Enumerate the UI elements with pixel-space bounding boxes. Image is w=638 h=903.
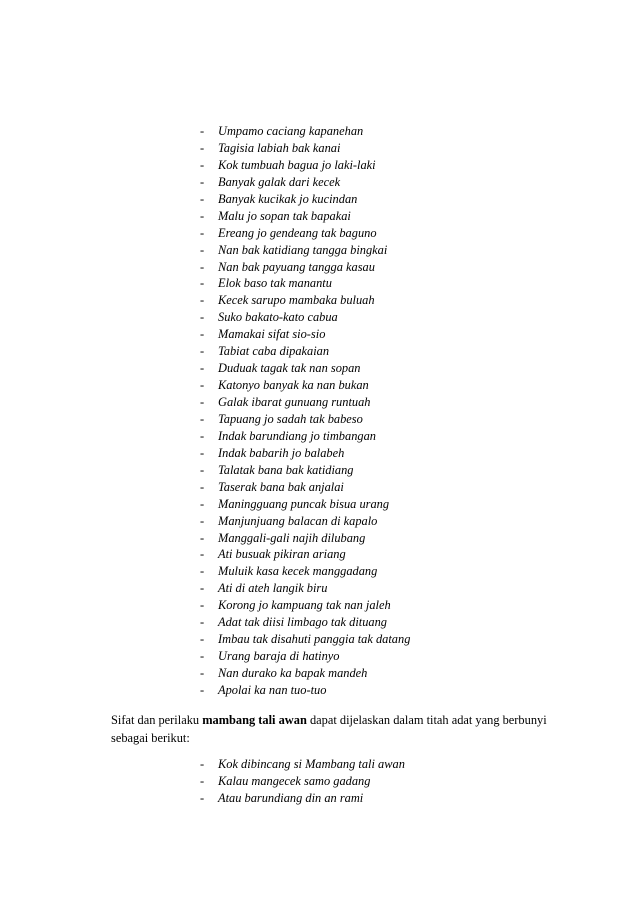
list-dash: - bbox=[200, 632, 205, 647]
verse-text: Kok tumbuah bagua jo laki-laki bbox=[218, 157, 376, 172]
verse-text: Nan bak payuang tangga kasau bbox=[218, 259, 375, 274]
verse-line bbox=[0, 756, 638, 773]
verse-text: Elok baso tak manantu bbox=[218, 276, 332, 291]
verse-text: Atau barundiang din an rami bbox=[218, 790, 364, 805]
verse-text: Nan durako ka bapak mandeh bbox=[218, 666, 368, 680]
verse-list-2 bbox=[0, 756, 638, 807]
verse-line bbox=[0, 682, 638, 699]
verse-line bbox=[0, 546, 638, 563]
verse-line bbox=[0, 326, 638, 343]
verse-text: Nan bak katidiang tangga bingkai bbox=[218, 242, 388, 257]
verse-line bbox=[0, 191, 638, 208]
verse-text: Urang baraja di hatinyo bbox=[218, 649, 340, 664]
list-dash: - bbox=[200, 773, 205, 788]
verse-text: Imbau tak disahuti panggia tak datang bbox=[218, 632, 411, 647]
verse-line bbox=[0, 790, 638, 807]
verse-text: Katonyo banyak ka nan bukan bbox=[218, 378, 369, 393]
list-dash: - bbox=[200, 530, 205, 545]
verse-line bbox=[0, 343, 638, 360]
list-dash: - bbox=[200, 276, 205, 291]
list-dash: - bbox=[200, 479, 205, 494]
list-dash: - bbox=[200, 225, 205, 240]
list-dash: - bbox=[200, 157, 205, 172]
verse-line bbox=[0, 242, 638, 259]
list-dash: - bbox=[200, 293, 205, 308]
list-dash: - bbox=[200, 124, 205, 138]
verse-line bbox=[0, 394, 638, 411]
verse-text: Adat tak diisi limbago tak dituang bbox=[218, 615, 387, 630]
list-dash: - bbox=[200, 598, 205, 613]
list-dash: - bbox=[200, 790, 205, 805]
list-dash: - bbox=[200, 513, 205, 528]
verse-line bbox=[0, 665, 638, 682]
list-dash: - bbox=[200, 496, 205, 511]
verse-text: Ati di ateh langik biru bbox=[218, 581, 328, 596]
verse-line bbox=[0, 445, 638, 462]
verse-list-1 bbox=[0, 123, 638, 699]
verse-line bbox=[0, 360, 638, 377]
verse-line bbox=[0, 513, 638, 530]
list-dash: - bbox=[200, 361, 205, 376]
paragraph-text-start: Sifat dan perilaku bbox=[111, 713, 203, 727]
verse-text: Muluik kasa kecek manggadang bbox=[218, 564, 378, 579]
list-dash: - bbox=[200, 140, 205, 155]
list-dash: - bbox=[200, 378, 205, 393]
verse-line bbox=[0, 614, 638, 631]
verse-line bbox=[0, 275, 638, 292]
list-dash: - bbox=[200, 682, 205, 697]
list-dash: - bbox=[200, 327, 205, 342]
list-dash: - bbox=[200, 242, 205, 257]
verse-text: Manjunjuang balacan di kapalo bbox=[218, 513, 378, 528]
paragraph-text-end: dapat dijelaskan dalam titah adat yang berbunyi sebagai berikut: bbox=[111, 713, 547, 745]
list-dash: - bbox=[200, 191, 205, 206]
list-dash: - bbox=[200, 581, 205, 596]
verse-text: Indak barundiang jo timbangan bbox=[218, 428, 376, 443]
list-dash: - bbox=[200, 615, 205, 630]
explanatory-paragraph bbox=[111, 712, 551, 747]
verse-line bbox=[0, 597, 638, 614]
verse-line bbox=[0, 309, 638, 326]
verse-text: Duduak tagak tak nan sopan bbox=[218, 361, 361, 376]
verse-text: Manggali-gali najih dilubang bbox=[218, 530, 366, 545]
verse-line bbox=[0, 428, 638, 445]
list-dash: - bbox=[200, 411, 205, 426]
verse-line bbox=[0, 174, 638, 191]
list-dash: - bbox=[200, 649, 205, 664]
verse-text: Kecek sarupo mambaka buluah bbox=[218, 293, 375, 308]
verse-text: Umpamo caciang kapanehan bbox=[218, 124, 364, 138]
verse-text: Taserak bana bak anjalai bbox=[218, 479, 344, 494]
verse-line bbox=[0, 479, 638, 496]
verse-line bbox=[0, 462, 638, 479]
verse-line bbox=[0, 140, 638, 157]
verse-line bbox=[0, 496, 638, 513]
verse-text: Banyak galak dari kecek bbox=[218, 174, 341, 189]
verse-line bbox=[0, 648, 638, 665]
verse-text: Ereang jo gendeang tak baguno bbox=[218, 225, 377, 240]
verse-line bbox=[0, 123, 638, 140]
list-dash: - bbox=[200, 395, 205, 409]
verse-text: Tapuang jo sadah tak babeso bbox=[218, 411, 363, 426]
verse-text: Mamakai sifat sio-sio bbox=[218, 327, 326, 342]
list-dash: - bbox=[200, 445, 205, 460]
verse-text: Tabiat caba dipakaian bbox=[218, 344, 330, 359]
verse-text: Tagisia labiah bak kanai bbox=[218, 140, 341, 155]
list-dash: - bbox=[200, 428, 205, 443]
paragraph-bold-term: mambang tali awan bbox=[202, 713, 307, 727]
list-dash: - bbox=[200, 344, 205, 359]
list-dash: - bbox=[200, 547, 205, 562]
verse-line bbox=[0, 259, 638, 276]
verse-text: Ati busuak pikiran ariang bbox=[218, 547, 346, 562]
list-dash: - bbox=[200, 462, 205, 477]
verse-text: Apolai ka nan tuo-tuo bbox=[218, 682, 327, 697]
verse-text: Banyak kucikak jo kucindan bbox=[218, 191, 358, 206]
verse-line bbox=[0, 225, 638, 242]
verse-text: Maningguang puncak bisua urang bbox=[218, 496, 390, 511]
verse-text: Galak ibarat gunuang runtuah bbox=[218, 395, 371, 409]
list-dash: - bbox=[200, 757, 205, 771]
verse-text: Korong jo kampuang tak nan jaleh bbox=[218, 598, 391, 613]
verse-text: Kalau mangecek samo gadang bbox=[218, 773, 371, 788]
verse-line bbox=[0, 411, 638, 428]
verse-line bbox=[0, 773, 638, 790]
list-dash: - bbox=[200, 259, 205, 274]
verse-text: Malu jo sopan tak bapakai bbox=[218, 208, 351, 223]
list-dash: - bbox=[200, 310, 205, 325]
verse-line bbox=[0, 208, 638, 225]
verse-line bbox=[0, 157, 638, 174]
list-dash: - bbox=[200, 666, 205, 680]
verse-line bbox=[0, 292, 638, 309]
verse-line bbox=[0, 377, 638, 394]
verse-line bbox=[0, 530, 638, 547]
list-dash: - bbox=[200, 208, 205, 223]
verse-line bbox=[0, 563, 638, 580]
list-dash: - bbox=[200, 564, 205, 579]
verse-line bbox=[0, 631, 638, 648]
list-dash: - bbox=[200, 174, 205, 189]
verse-text: Indak babarih jo balabeh bbox=[218, 445, 345, 460]
verse-line bbox=[0, 580, 638, 597]
verse-text: Talatak bana bak katidiang bbox=[218, 462, 354, 477]
verse-text: Suko bakato-kato cabua bbox=[218, 310, 338, 325]
verse-text: Kok dibincang si Mambang tali awan bbox=[218, 757, 405, 771]
